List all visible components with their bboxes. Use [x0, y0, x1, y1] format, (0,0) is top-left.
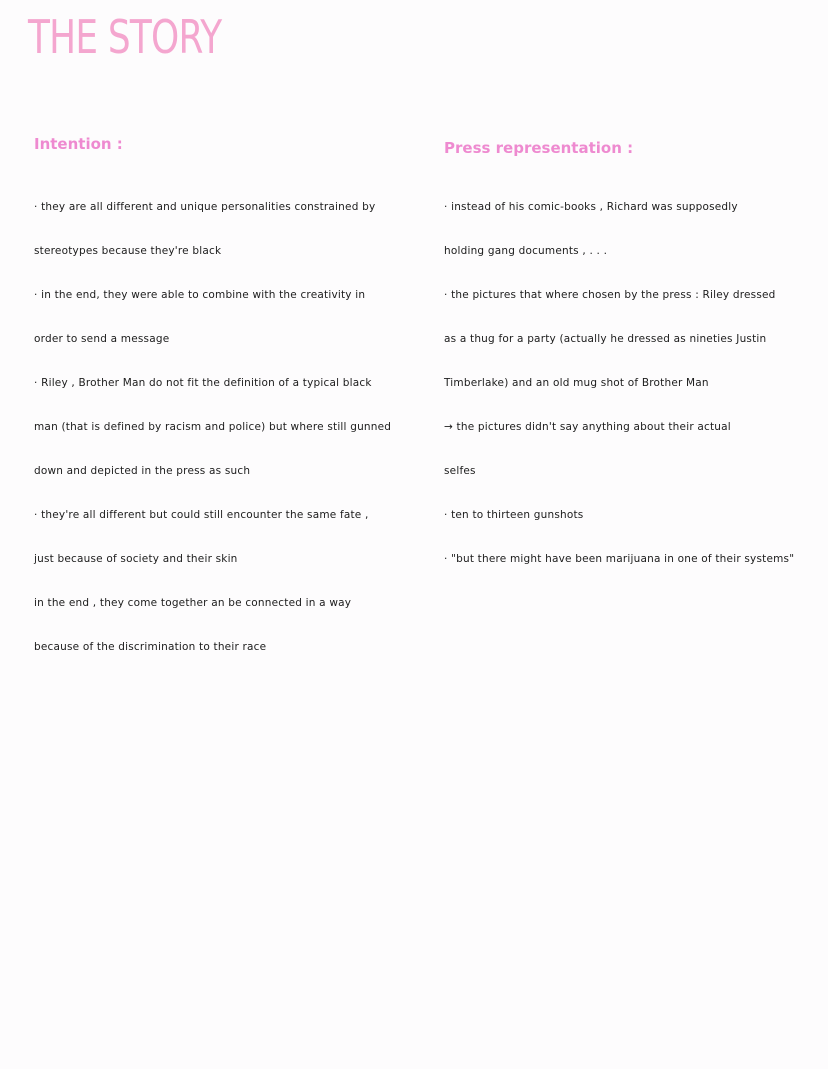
note-line: · instead of his comic-books , Richard was supposedly: [444, 201, 738, 213]
note-line: down and depicted in the press as such: [34, 465, 251, 477]
note-line: stereotypes because they're black: [34, 245, 222, 257]
intention-heading: Intention :: [34, 135, 123, 153]
note-line: holding gang documents , . . .: [444, 245, 608, 257]
note-line: just because of society and their skin: [34, 553, 238, 565]
page-title: THE STORY: [28, 10, 222, 64]
note-line: · they're all different but could still encounter the same fate ,: [34, 509, 369, 521]
note-line: · the pictures that where chosen by the press : Riley dressed: [444, 289, 776, 301]
note-line: because of the discrimination to their race: [34, 641, 267, 653]
intention-notes: [34, 185, 414, 669]
note-line: · "but there might have been marijuana in one of their systems": [444, 553, 795, 565]
note-line: · in the end, they were able to combine with the creativity in: [34, 289, 366, 301]
note-line: → the pictures didn't say anything about their actual: [444, 421, 731, 433]
press-representation-heading: Press representation :: [444, 139, 634, 157]
note-line: order to send a message: [34, 333, 170, 345]
note-line: · they are all different and unique personalities constrained by: [34, 201, 376, 213]
press-representation-section: [444, 133, 804, 581]
note-line: Timberlake) and an old mug shot of Brother Man: [444, 377, 709, 389]
note-line: as a thug for a party (actually he dressed as nineties Justin: [444, 333, 767, 345]
note-line: · Riley , Brother Man do not fit the definition of a typical black: [34, 377, 372, 389]
note-line: man (that is defined by racism and police) but where still gunned: [34, 421, 392, 433]
intention-section: [34, 133, 414, 669]
note-line: in the end , they come together an be connected in a way: [34, 597, 352, 609]
note-line: selfes: [444, 465, 476, 477]
press-representation-notes: [444, 185, 804, 581]
note-line: · ten to thirteen gunshots: [444, 509, 584, 521]
